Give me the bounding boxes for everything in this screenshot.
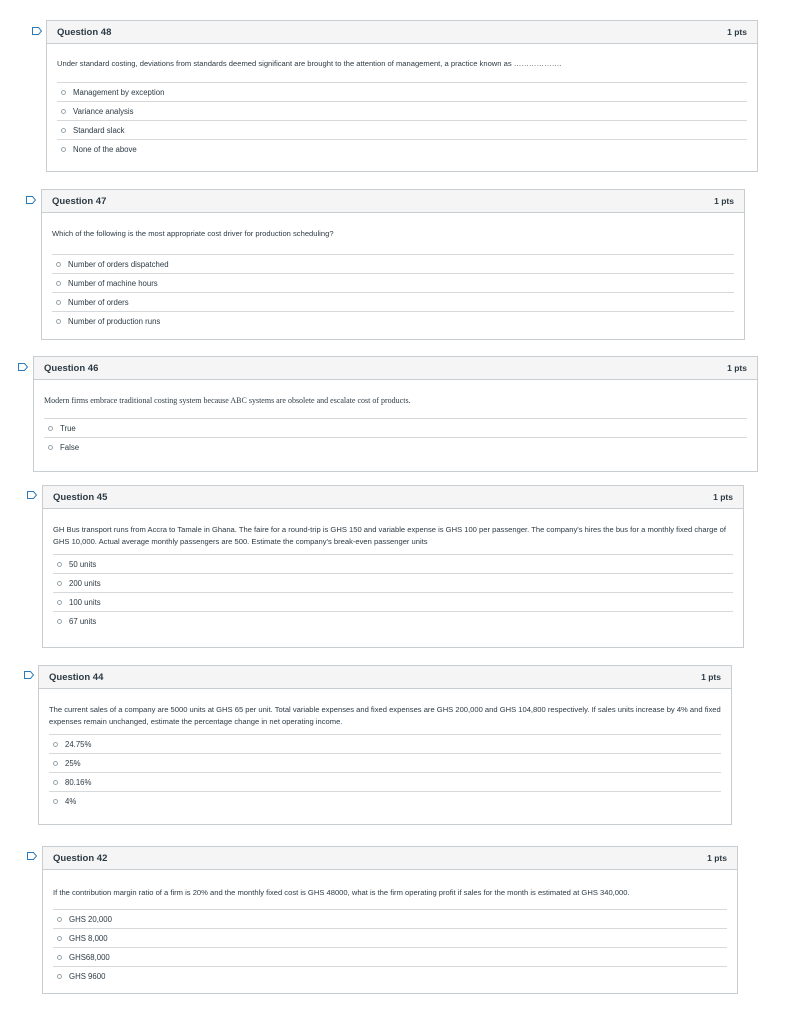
question-card — [46, 20, 758, 172]
radio-button[interactable] — [57, 600, 62, 605]
radio-button[interactable] — [57, 562, 62, 567]
answer-list — [53, 909, 727, 986]
question-title: Question 44 — [49, 671, 104, 683]
flag-question-icon[interactable] — [27, 852, 37, 860]
answer-option[interactable] — [53, 612, 733, 631]
answer-option[interactable] — [53, 555, 733, 574]
answer-label: 200 units — [69, 578, 101, 588]
answer-option[interactable] — [57, 83, 747, 102]
answer-option[interactable] — [52, 274, 734, 293]
question-text: Under standard costing, deviations from standards deemed significant are brought to the attention of management, a practice known as ………………. — [57, 59, 562, 68]
answer-label: Standard slack — [73, 125, 125, 135]
answer-label: Number of orders — [68, 297, 129, 307]
answer-list — [44, 418, 747, 457]
answer-label: 4% — [65, 797, 77, 806]
flag-question-icon[interactable] — [18, 363, 28, 371]
answer-label: GHS 9600 — [69, 972, 106, 981]
question-header — [47, 21, 757, 44]
answer-label: GHS 8,000 — [69, 933, 108, 943]
answer-label: 50 units — [69, 559, 97, 569]
question-card — [42, 846, 738, 994]
question-points: 1 pts — [701, 672, 721, 682]
radio-button[interactable] — [48, 426, 53, 431]
radio-button[interactable] — [61, 109, 66, 114]
answer-option[interactable] — [53, 574, 733, 593]
answer-option[interactable] — [53, 948, 727, 967]
answer-label: Number of machine hours — [68, 278, 158, 288]
answer-label: 24.75% — [65, 739, 92, 749]
answer-list — [49, 734, 721, 811]
question-points: 1 pts — [727, 363, 747, 373]
radio-button[interactable] — [57, 581, 62, 586]
answer-option[interactable] — [53, 967, 727, 986]
radio-button[interactable] — [61, 90, 66, 95]
radio-button[interactable] — [56, 262, 61, 267]
answer-label: Management by exception — [73, 87, 165, 97]
question-card — [33, 356, 758, 472]
question-card — [38, 665, 732, 825]
answer-list — [53, 554, 733, 631]
answer-option[interactable] — [52, 255, 734, 274]
answer-option[interactable] — [49, 735, 721, 754]
question-text: If the contribution margin ratio of a firm is 20% and the monthly fixed cost is GHS 48000, what is the firm operating profit if sales for the month is estimated at GHS 340,000. — [53, 888, 630, 897]
answer-label: None of the above — [73, 145, 137, 154]
question-header — [43, 847, 737, 870]
radio-button[interactable] — [48, 445, 53, 450]
question-text: Which of the following is the most appropriate cost driver for production scheduling? — [52, 229, 334, 238]
answer-label: True — [60, 423, 76, 433]
answer-option[interactable] — [44, 419, 747, 438]
flag-question-icon[interactable] — [32, 27, 42, 35]
answer-option[interactable] — [53, 593, 733, 612]
question-title: Question 42 — [53, 852, 108, 864]
radio-button[interactable] — [57, 917, 62, 922]
radio-button[interactable] — [56, 281, 61, 286]
answer-label: 100 units — [69, 597, 101, 607]
radio-button[interactable] — [61, 128, 66, 133]
question-header — [39, 666, 731, 689]
question-text: Modern firms embrace traditional costing system because ABC systems are obsolete and escalate cost of products. — [44, 396, 411, 405]
answer-option[interactable] — [57, 102, 747, 121]
answer-option[interactable] — [49, 754, 721, 773]
question-title: Question 45 — [53, 491, 108, 503]
radio-button[interactable] — [57, 974, 62, 979]
question-card — [41, 189, 745, 340]
answer-option[interactable] — [53, 929, 727, 948]
radio-button[interactable] — [53, 780, 58, 785]
flag-question-icon[interactable] — [27, 491, 37, 499]
answer-label: Number of orders dispatched — [68, 259, 169, 269]
question-title: Question 47 — [52, 195, 107, 207]
answer-label: 67 units — [69, 617, 97, 626]
question-header — [43, 486, 743, 509]
answer-label: 25% — [65, 758, 81, 768]
answer-option[interactable] — [52, 312, 734, 331]
answer-list — [52, 254, 734, 331]
flag-question-icon[interactable] — [26, 196, 36, 204]
answer-option[interactable] — [49, 792, 721, 811]
radio-button[interactable] — [56, 300, 61, 305]
question-title: Question 48 — [57, 26, 112, 38]
answer-label: False — [60, 443, 80, 452]
radio-button[interactable] — [53, 742, 58, 747]
answer-option[interactable] — [57, 140, 747, 159]
answer-label: Number of production runs — [68, 317, 161, 326]
question-points: 1 pts — [714, 196, 734, 206]
radio-button[interactable] — [57, 936, 62, 941]
radio-button[interactable] — [61, 147, 66, 152]
radio-button[interactable] — [53, 799, 58, 804]
answer-label: 80.16% — [65, 777, 92, 787]
answer-label: Variance analysis — [73, 106, 134, 116]
question-points: 1 pts — [727, 27, 747, 37]
answer-option[interactable] — [49, 773, 721, 792]
flag-question-icon[interactable] — [24, 671, 34, 679]
answer-label: GHS68,000 — [69, 952, 110, 962]
answer-option[interactable] — [53, 910, 727, 929]
radio-button[interactable] — [57, 619, 62, 624]
radio-button[interactable] — [57, 955, 62, 960]
question-header — [42, 190, 744, 213]
question-text: The current sales of a company are 5000 units at GHS 65 per unit. Total variable expenses and fixed expenses are GHS 200,000 and GHS 104,800 respectively. If sales units increase by 4% and fixed expenses remain unchanged, estimate the percentage change in net operating income. — [49, 705, 721, 726]
question-title: Question 46 — [44, 362, 99, 374]
question-text: GH Bus transport runs from Accra to Tamale in Ghana. The faire for a round-trip is GHS 150 and variable expense is GHS 100 per passenger. The company's hires the bus for a monthly fixed charge of GHS 10,000. Actual average monthly passengers are 500. Estimate the company's break-even passenger units — [53, 525, 726, 546]
question-card — [42, 485, 744, 648]
answer-list — [57, 82, 747, 159]
question-header — [34, 357, 757, 380]
answer-option[interactable] — [52, 293, 734, 312]
radio-button[interactable] — [56, 319, 61, 324]
answer-label: GHS 20,000 — [69, 914, 112, 924]
radio-button[interactable] — [53, 761, 58, 766]
question-points: 1 pts — [707, 853, 727, 863]
answer-option[interactable] — [57, 121, 747, 140]
question-points: 1 pts — [713, 492, 733, 502]
answer-option[interactable] — [44, 438, 747, 457]
